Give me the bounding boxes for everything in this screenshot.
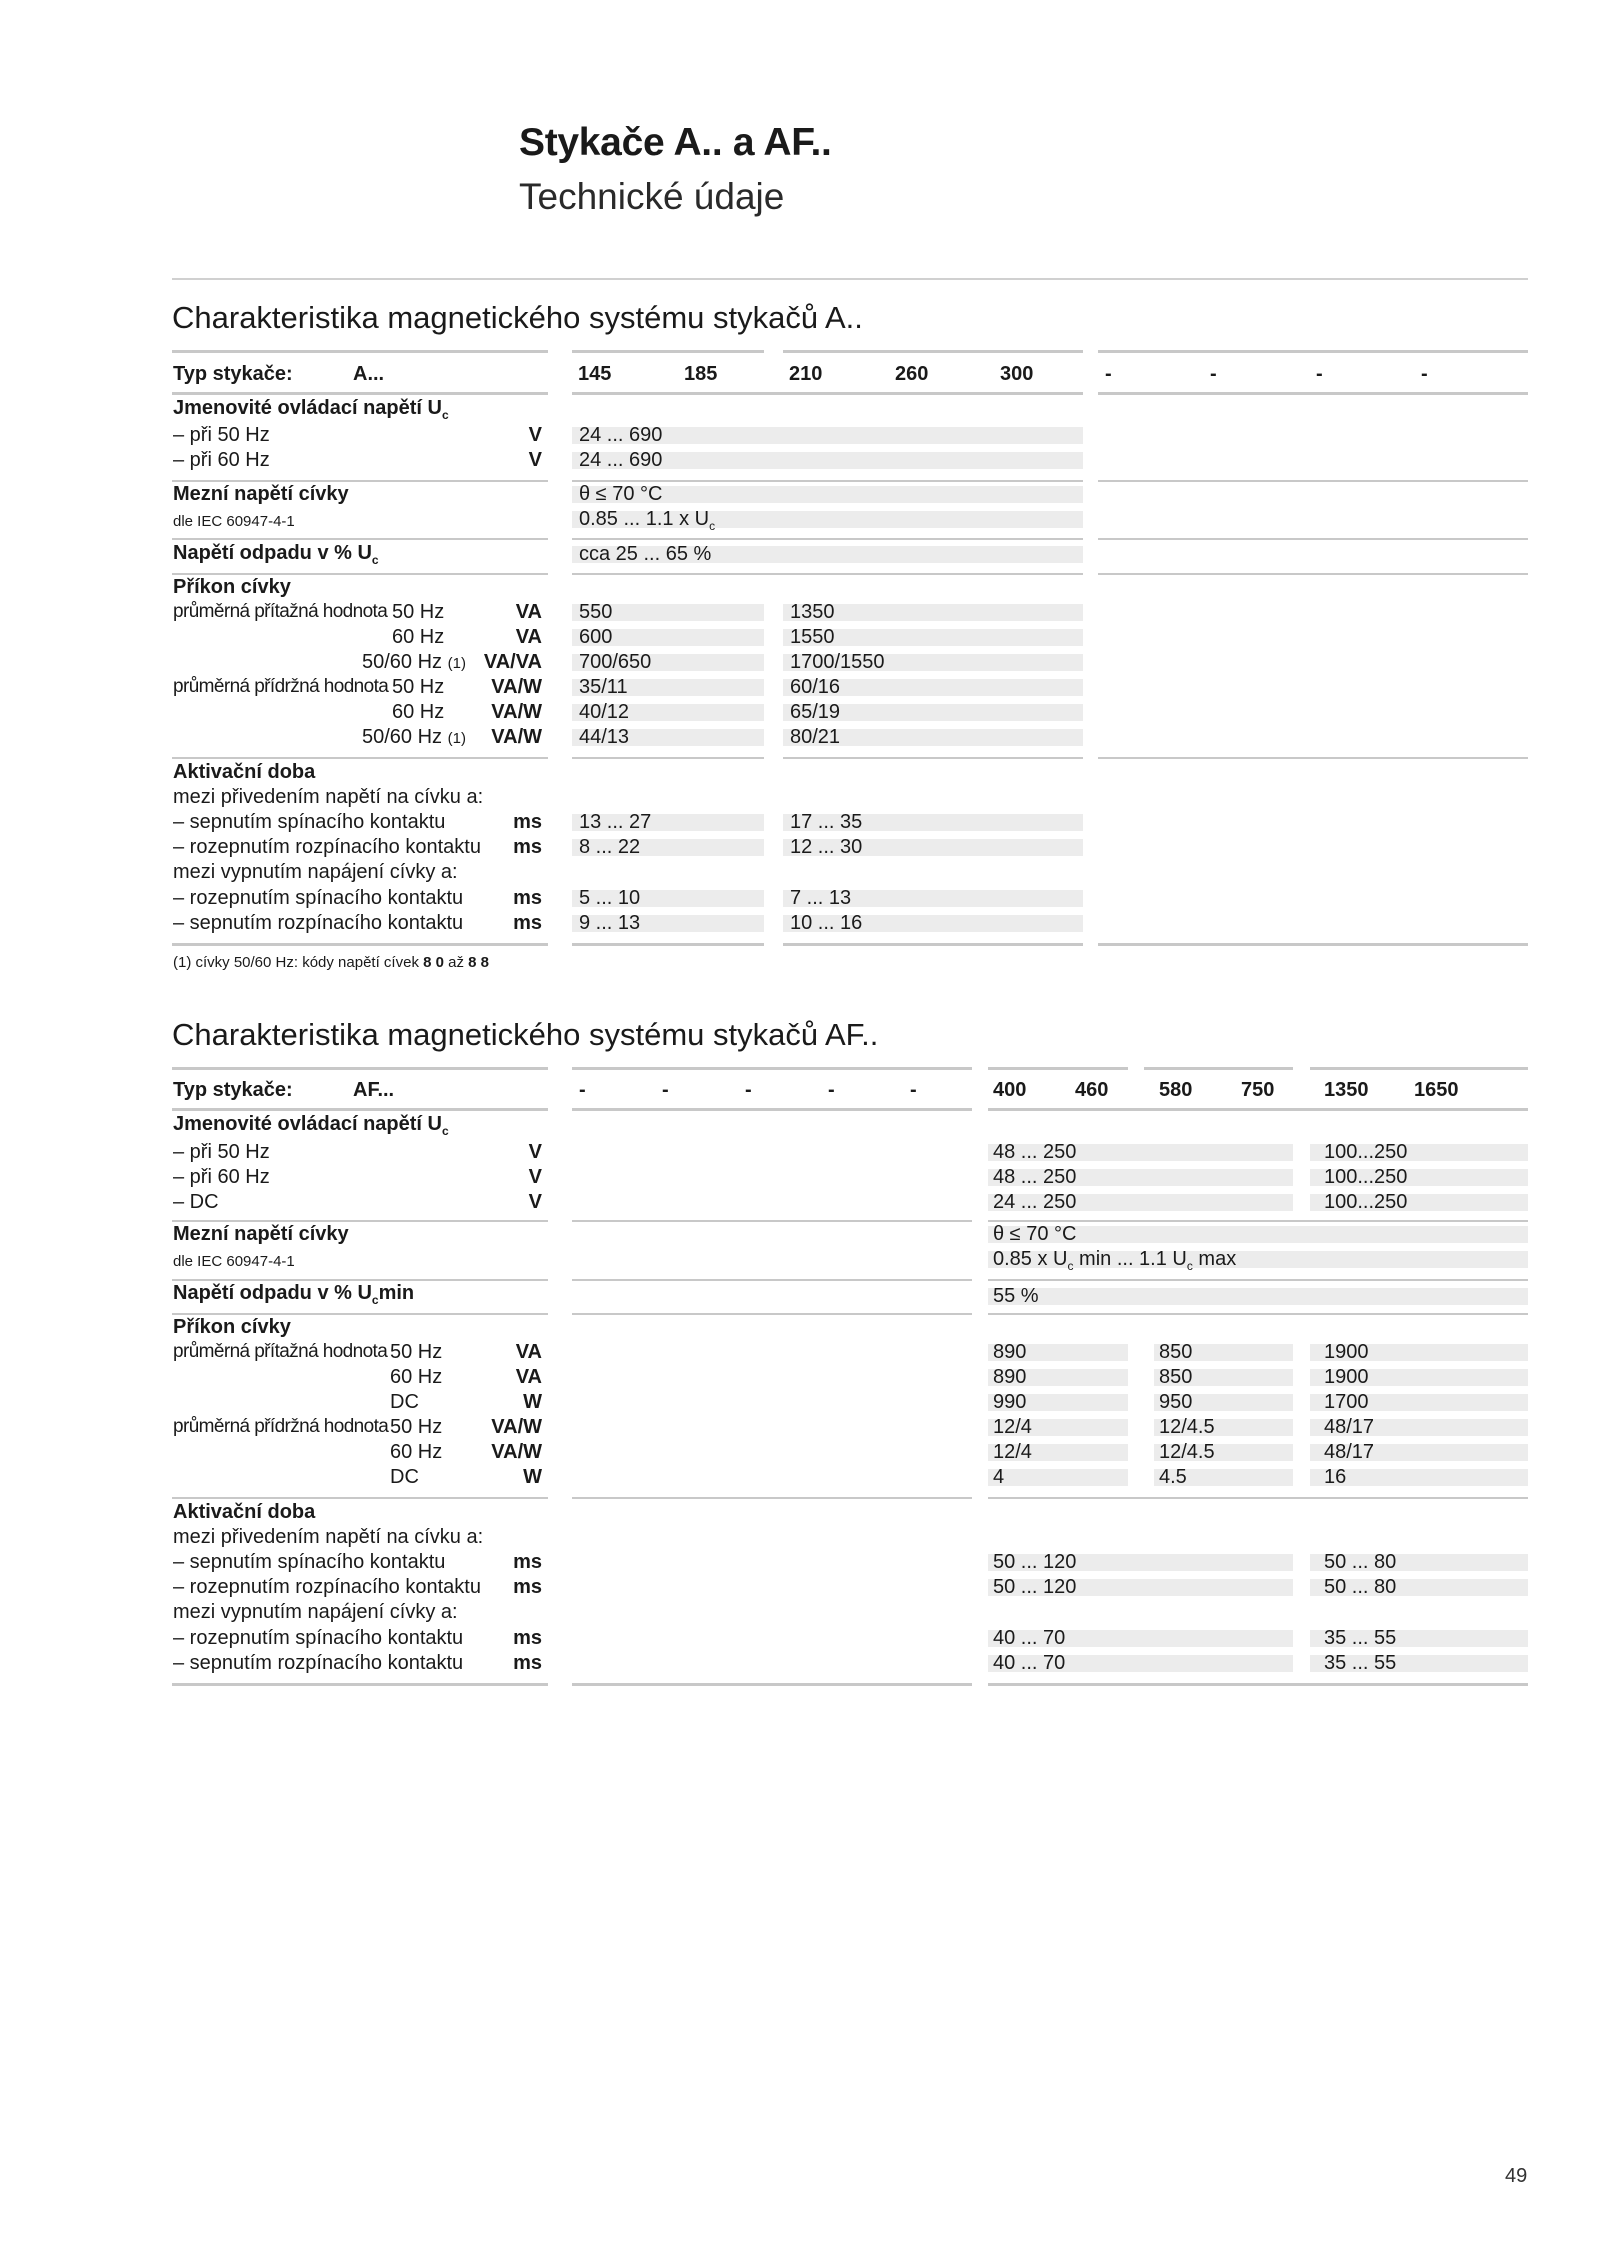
rule: [783, 943, 1083, 946]
value-cell: 40 ... 70: [993, 1627, 1066, 1649]
value-cell: 990: [993, 1391, 1027, 1413]
row-label: – rozepnutím spínacího kontaktu: [173, 887, 464, 909]
value-cell: 4.5: [1159, 1466, 1187, 1488]
rule: [172, 1067, 548, 1070]
dropout-label: Napětí odpadu v % $U_c$: [173, 542, 379, 567]
frequency-label: 60 Hz: [390, 1366, 443, 1388]
unit: VA/W: [491, 676, 542, 698]
rated-voltage-label: Jmenovité ovládací napětí $U_c$: [173, 397, 449, 422]
rule: [988, 1067, 1128, 1070]
standard-label: dle IEC 60947-4-1: [173, 513, 295, 530]
rule: [572, 943, 764, 946]
unit: V: [528, 449, 542, 471]
unit: ms: [513, 912, 542, 934]
value-cell: 16: [1324, 1466, 1347, 1488]
row-label: – při 50 Hz: [173, 424, 270, 446]
unit: V: [528, 1166, 542, 1188]
rule: [1098, 943, 1528, 946]
unit: VA/W: [491, 701, 542, 723]
value-cell: θ ≤ 70 °C: [579, 483, 663, 505]
frequency-label: DC: [390, 1466, 419, 1488]
type-value: A...: [353, 363, 385, 385]
unit: ms: [513, 887, 542, 909]
type-value: AF...: [353, 1079, 395, 1101]
value-cell: 48/17: [1324, 1416, 1375, 1438]
rule: [572, 1313, 972, 1315]
dropout-label: Napětí odpadu v % $U_c\min$: [173, 1282, 415, 1307]
value-cell: 40 ... 70: [993, 1652, 1066, 1674]
value-cell: 48 ... 250: [993, 1141, 1077, 1163]
rule: [572, 1683, 972, 1686]
column-header: 145: [578, 363, 612, 385]
unit: VA/W: [491, 726, 542, 748]
activation-label: Aktivační doba: [173, 1501, 316, 1523]
value-cell: 850: [1159, 1366, 1193, 1388]
value-cell: θ ≤ 70 °C: [993, 1223, 1077, 1245]
value-cell: 35 ... 55: [1324, 1627, 1397, 1649]
rule: [172, 1108, 548, 1111]
unit: VA/VA: [483, 651, 542, 673]
unit: V: [528, 1141, 542, 1163]
limit-voltage-label: Mezní napětí cívky: [173, 1223, 349, 1245]
value-cell: 1700: [1324, 1391, 1369, 1413]
unit: VA/W: [491, 1441, 542, 1463]
value-cell: 1900: [1324, 1341, 1369, 1363]
unit: V: [528, 1191, 542, 1213]
holding-label: průměrná přídržná hodnota: [173, 1416, 389, 1437]
value-cell: 13 ... 27: [579, 811, 652, 833]
column-header: 400: [993, 1079, 1027, 1101]
column-header: 1650: [1414, 1079, 1459, 1101]
row-label: – rozepnutím spínacího kontaktu: [173, 1627, 464, 1649]
row-label: – sepnutím spínacího kontaktu: [173, 811, 446, 833]
value-cell: 24 ... 690: [579, 424, 663, 446]
unit: ms: [513, 1652, 542, 1674]
rule: [783, 757, 1083, 759]
rule: [988, 1108, 1528, 1111]
frequency-label: 60 Hz: [392, 626, 445, 648]
value-cell: 7 ... 13: [790, 887, 852, 909]
column-header: 580: [1159, 1079, 1193, 1101]
rule: [1144, 1067, 1293, 1070]
pull-in-label: průměrná přítažná hodnota: [173, 601, 388, 622]
value-cell: 12/4: [993, 1441, 1032, 1463]
row-label: – rozepnutím rozpínacího kontaktu: [173, 836, 481, 858]
value-cell: 55 %: [993, 1285, 1039, 1307]
rule: [1098, 480, 1528, 482]
row-label: mezi vypnutím napájení cívky a:: [173, 1601, 458, 1623]
column-header: -: [828, 1079, 835, 1101]
unit: ms: [513, 1627, 542, 1649]
rule: [172, 943, 548, 946]
rule: [988, 1497, 1528, 1499]
page-number: 49: [1505, 2165, 1528, 2187]
value-cell: 60/16: [790, 676, 841, 698]
row-label: – sepnutím rozpínacího kontaktu: [173, 1652, 464, 1674]
coil-power-label: Příkon cívky: [173, 1316, 291, 1338]
row-label: mezi přivedením napětí na cívku a:: [173, 1526, 484, 1548]
frequency-label: DC: [390, 1391, 419, 1413]
row-label: mezi přivedením napětí na cívku a:: [173, 786, 484, 808]
column-header: -: [910, 1079, 917, 1101]
rule: [572, 1220, 972, 1222]
rule: [988, 1683, 1528, 1686]
value-cell: 50 ... 120: [993, 1576, 1077, 1598]
column-header: 750: [1241, 1079, 1275, 1101]
pull-in-label: průměrná přítažná hodnota: [173, 1341, 388, 1362]
row-label: – při 50 Hz: [173, 1141, 270, 1163]
holding-label: průměrná přídržná hodnota: [173, 676, 389, 697]
rule: [1098, 573, 1528, 575]
value-cell: 8 ... 22: [579, 836, 641, 858]
column-header: 300: [1000, 363, 1034, 385]
unit: VA/W: [491, 1416, 542, 1438]
row-label: – při 60 Hz: [173, 1166, 270, 1188]
rule: [572, 757, 764, 759]
value-cell: 12/4.5: [1159, 1416, 1215, 1438]
row-shade: [988, 1288, 1528, 1305]
value-cell: 12 ... 30: [790, 836, 863, 858]
page-title: Stykače A.. a AF..: [519, 121, 832, 164]
section-a-title: Charakteristika magnetického systému stykačů A..: [172, 300, 863, 335]
value-cell: 35/11: [579, 676, 628, 698]
unit: V: [528, 424, 542, 446]
rule: [172, 1683, 548, 1686]
page-subtitle: Technické údaje: [519, 176, 785, 217]
row-label: – sepnutím rozpínacího kontaktu: [173, 912, 464, 934]
value-cell: 24 ... 690: [579, 449, 663, 471]
column-header: 1350: [1324, 1079, 1369, 1101]
value-cell: 50 ... 80: [1324, 1551, 1397, 1573]
value-cell: 50 ... 80: [1324, 1576, 1397, 1598]
value-cell: 4: [993, 1466, 1005, 1488]
rule: [1098, 350, 1528, 353]
value-cell: 48/17: [1324, 1441, 1375, 1463]
rule: [572, 392, 1083, 395]
unit: W: [523, 1391, 542, 1413]
unit: VA: [515, 1341, 542, 1363]
value-cell: 9 ... 13: [579, 912, 641, 934]
rule: [572, 573, 1083, 575]
rule: [572, 1108, 972, 1111]
value-cell: 950: [1159, 1391, 1193, 1413]
unit: ms: [513, 1576, 542, 1598]
frequency-label: 50 Hz: [392, 601, 445, 623]
unit: ms: [513, 1551, 542, 1573]
value-cell: 1550: [790, 626, 835, 648]
frequency-label: 60 Hz: [390, 1441, 443, 1463]
row-label: – DC: [173, 1191, 219, 1213]
limit-voltage-label: Mezní napětí cívky: [173, 483, 349, 505]
rule: [172, 757, 548, 759]
value-cell: 50 ... 120: [993, 1551, 1077, 1573]
rule: [572, 350, 764, 353]
column-header: -: [1210, 363, 1217, 385]
value-cell: 24 ... 250: [993, 1191, 1077, 1213]
value-cell: 1350: [790, 601, 835, 623]
activation-label: Aktivační doba: [173, 761, 316, 783]
value-cell: 44/13: [579, 726, 630, 748]
frequency-label: 50 Hz: [392, 676, 445, 698]
rule: [172, 1497, 548, 1499]
row-label: mezi vypnutím napájení cívky a:: [173, 861, 458, 883]
value-cell: 40/12: [579, 701, 630, 723]
value-cell: 550: [579, 601, 613, 623]
value-cell: 80/21: [790, 726, 841, 748]
frequency-label: 50 Hz: [390, 1416, 443, 1438]
unit: VA: [515, 1366, 542, 1388]
row-label: – rozepnutím rozpínacího kontaktu: [173, 1576, 481, 1598]
rule: [988, 1279, 1528, 1281]
rule: [572, 1279, 972, 1281]
rule: [572, 538, 1083, 540]
frequency-label: 60 Hz: [392, 701, 445, 723]
value-cell: 12/4.5: [1159, 1441, 1215, 1463]
value-cell: 65/19: [790, 701, 841, 723]
rule: [172, 392, 548, 395]
type-label: Typ stykače:: [173, 1079, 293, 1101]
rule: [1310, 1067, 1528, 1070]
value-cell: 100...250: [1324, 1191, 1408, 1213]
column-header: 260: [895, 363, 929, 385]
coil-power-label: Příkon cívky: [173, 576, 291, 598]
rule: [988, 1313, 1528, 1315]
value-cell: 10 ... 16: [790, 912, 863, 934]
section-af-title: Charakteristika magnetického systému stykačů AF..: [172, 1017, 879, 1052]
standard-label: dle IEC 60947-4-1: [173, 1253, 295, 1270]
column-header: -: [1421, 363, 1428, 385]
unit: ms: [513, 811, 542, 833]
row-label: – při 60 Hz: [173, 449, 270, 471]
value-cell: 890: [993, 1366, 1027, 1388]
rule: [572, 1067, 972, 1070]
value-cell: 600: [579, 626, 613, 648]
unit: ms: [513, 836, 542, 858]
value-cell: 17 ... 35: [790, 811, 863, 833]
value-cell: 35 ... 55: [1324, 1652, 1397, 1674]
type-label: Typ stykače:: [173, 363, 293, 385]
header-divider: [172, 278, 1528, 280]
column-header: -: [1316, 363, 1323, 385]
column-header: -: [1105, 363, 1112, 385]
value-cell: 100...250: [1324, 1141, 1408, 1163]
value-cell: 850: [1159, 1341, 1193, 1363]
frequency-label: 50/60 Hz (1): [362, 726, 466, 748]
value-cell: cca 25 ... 65 %: [579, 543, 712, 565]
rule: [172, 350, 548, 353]
value-cell: 0.85 ... 1.1 x $U_c$: [579, 508, 716, 533]
unit: VA: [515, 626, 542, 648]
value-cell: 700/650: [579, 651, 652, 673]
rated-voltage-label: Jmenovité ovládací napětí $U_c$: [173, 1113, 449, 1138]
frequency-label: 50 Hz: [390, 1341, 443, 1363]
value-cell: 0.85 x $U_c$ min ... 1.1 $U_c$ max: [993, 1248, 1237, 1273]
frequency-label: 50/60 Hz (1): [362, 651, 466, 673]
column-header: -: [662, 1079, 669, 1101]
column-header: 185: [684, 363, 718, 385]
footnote: (1) cívky 50/60 Hz: kódy napětí cívek 8 0 až 8 8: [173, 954, 490, 971]
value-cell: 5 ... 10: [579, 887, 641, 909]
unit: W: [523, 1466, 542, 1488]
value-cell: 48 ... 250: [993, 1166, 1077, 1188]
value-cell: 1900: [1324, 1366, 1369, 1388]
column-header: 210: [789, 363, 823, 385]
value-cell: 1700/1550: [790, 651, 885, 673]
rule: [783, 350, 1083, 353]
value-cell: 100...250: [1324, 1166, 1408, 1188]
rule: [1098, 757, 1528, 759]
rule: [572, 1497, 972, 1499]
rule: [172, 538, 548, 540]
value-cell: 890: [993, 1341, 1027, 1363]
row-label: – sepnutím spínacího kontaktu: [173, 1551, 446, 1573]
rule: [1098, 392, 1528, 395]
value-cell: 12/4: [993, 1416, 1032, 1438]
unit: VA: [515, 601, 542, 623]
column-header: -: [745, 1079, 752, 1101]
rule: [1098, 538, 1528, 540]
column-header: -: [579, 1079, 586, 1101]
column-header: 460: [1075, 1079, 1109, 1101]
row-shade: [988, 1469, 1128, 1486]
